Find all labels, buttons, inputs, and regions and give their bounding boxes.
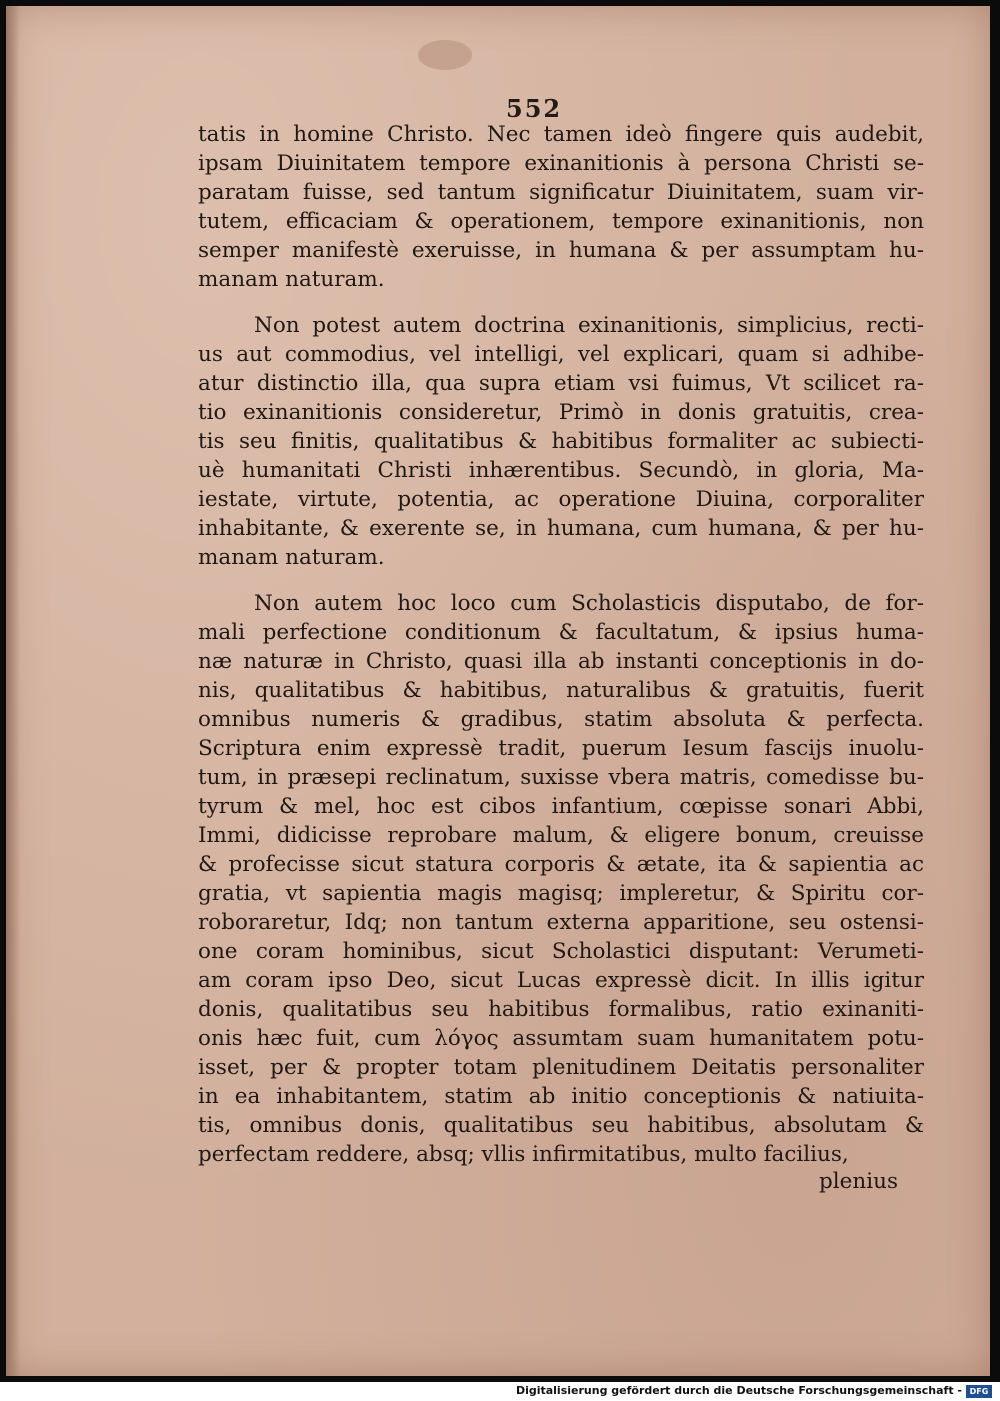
text-line: onis hæc fuit, cum λόγος assumtam suam humanitatem potu- <box>198 1026 924 1051</box>
text-line: am coram ipso Deo, sicut Lucas expressè dicit. In illis igitur <box>198 968 924 993</box>
text-line: in ea inhabitantem, statim ab initio conceptionis & natiuita- <box>198 1084 924 1109</box>
paragraph <box>198 311 924 572</box>
text-line: isset, per & propter totam plenitudinem Deitatis personaliter <box>198 1055 924 1080</box>
text-line: tutem, efficaciam & operationem, tempore exinanitionis, non <box>198 209 924 234</box>
catchword: plenius <box>819 1169 898 1194</box>
footer-bar <box>0 1382 1000 1401</box>
text-line: Non autem hoc loco cum Scholasticis disputabo, de for- <box>254 591 924 616</box>
text-line: Non potest autem doctrina exinanitionis, simplicius, recti- <box>254 313 924 338</box>
book-page <box>6 6 990 1376</box>
text-line: mali perfectione conditionum & facultatum, & ipsius huma- <box>198 620 924 645</box>
page-number: 552 <box>506 94 563 123</box>
text-line: paratam fuisse, sed tantum significatur Diuinitatem, suam vir- <box>198 180 924 205</box>
text-line: tis, omnibus donis, qualitatibus seu habitibus, absolutam & <box>198 1113 924 1138</box>
text-line: perfectam reddere, absq; vllis infirmitatibus, multo facilius, <box>198 1142 849 1167</box>
page-edge-shadow <box>6 6 20 1376</box>
text-line: manam naturam. <box>198 267 385 292</box>
text-line: Scriptura enim expressè tradit, puerum Iesum fascijs inuolu- <box>198 736 924 761</box>
funding-notice: Digitalisierung gefördert durch die Deutsche Forschungsgemeinschaft - <box>515 1384 962 1397</box>
text-line: us aut commodius, vel intelligi, vel explicari, quam si adhibe- <box>198 342 924 367</box>
text-line: iestate, virtute, potentia, ac operatione Diuina, corporaliter <box>198 487 924 512</box>
text-line: tum, in præsepi reclinatum, suxisse vbera matris, comedisse bu- <box>198 765 924 790</box>
text-line: inhabitante, & exerente se, in humana, cum humana, & per hu- <box>198 516 924 541</box>
dfg-logo: DFG <box>966 1385 992 1398</box>
paragraph <box>198 120 924 294</box>
text-line: Immi, didicisse reprobare malum, & eligere bonum, creuisse <box>198 823 924 848</box>
text-line: semper manifestè exeruisse, in humana & per assumptam hu- <box>198 238 924 263</box>
paragraph <box>198 589 924 1169</box>
text-line: tis seu finitis, qualitatibus & habitibus formaliter ac subiecti- <box>198 429 924 454</box>
text-line: atur distinctio illa, qua supra etiam vsi fuimus, Vt scilicet ra- <box>198 371 924 396</box>
text-line: tyrum & mel, hoc est cibos infantium, cœpisse sonari Abbi, <box>198 794 924 819</box>
text-line: & profecisse sicut statura corporis & ætate, ita & sapientia ac <box>198 852 924 877</box>
text-line: ipsam Diuinitatem tempore exinanitionis à persona Christi se- <box>198 151 924 176</box>
text-line: næ naturæ in Christo, quasi illa ab instanti conceptionis in do- <box>198 649 924 674</box>
text-line: manam naturam. <box>198 545 385 570</box>
text-line: roboraretur, Idq; non tantum externa apparitione, seu ostensi- <box>198 910 924 935</box>
text-line: one coram hominibus, sicut Scholastici disputant: Verumeti- <box>198 939 924 964</box>
paper-stain <box>418 40 472 70</box>
text-line: tio exinanitionis consideretur, Primò in donis gratuitis, crea- <box>198 400 924 425</box>
text-line: gratia, vt sapientia magis magisq; impleretur, & Spiritu cor- <box>198 881 924 906</box>
body-text <box>198 120 924 1169</box>
text-line: omnibus numeris & gradibus, statim absoluta & perfecta. <box>198 707 924 732</box>
text-line: nis, qualitatibus & habitibus, naturalibus & gratuitis, fuerit <box>198 678 924 703</box>
text-line: uè humanitati Christi inhærentibus. Secundò, in gloria, Ma- <box>198 458 924 483</box>
text-line: tatis in homine Christo. Nec tamen ideò fingere quis audebit, <box>198 122 924 147</box>
text-line: donis, qualitatibus seu habitibus formalibus, ratio exinaniti- <box>198 997 924 1022</box>
